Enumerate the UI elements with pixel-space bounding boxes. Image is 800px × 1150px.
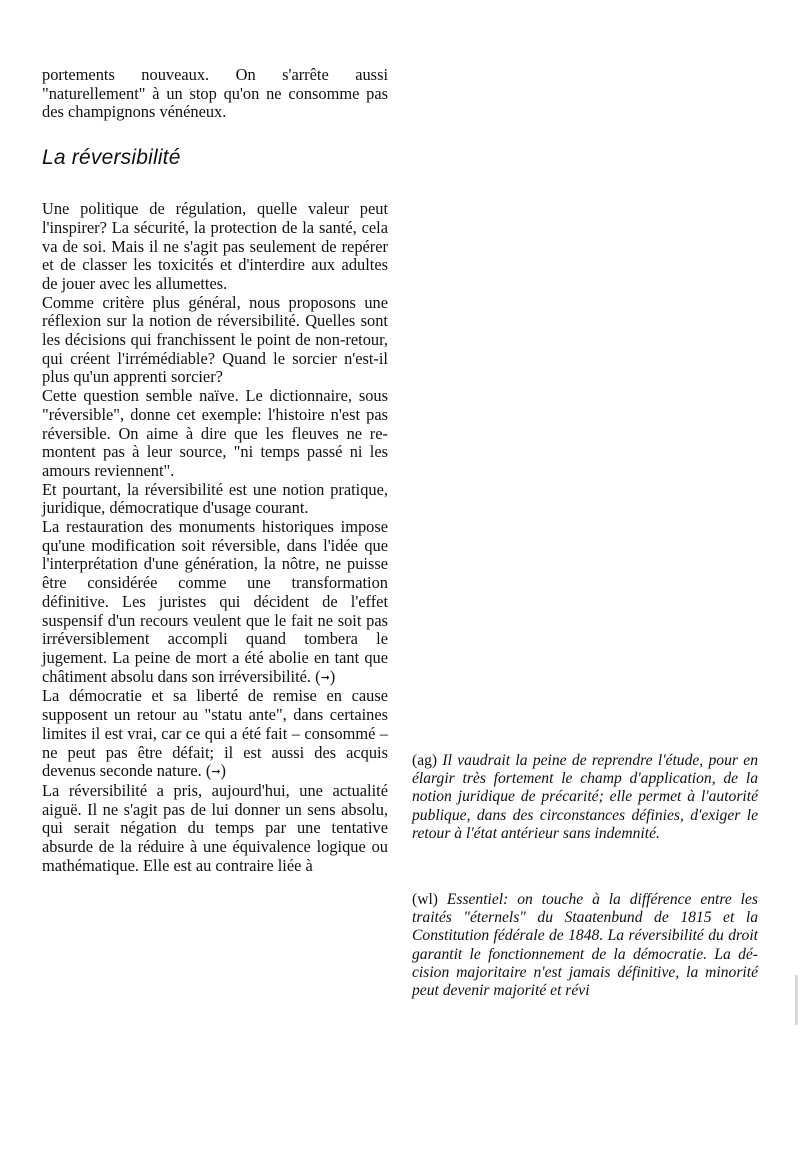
body-paragraph-5-text: La restauration des monuments historiques impose qu'une modification soit réversible, dans l'idée que l'interprétation d'une génération, la nôtre, ne puisse être considérée comme une transformation définitive. Les juristes qui décident de l'effet suspensif d'un recours veulent que le fait ne soit pas irréversiblement accompli quand tombera le jugement. La peine de mort a été abolie en tant que châtiment absolu dans son irréversibilité. ( bbox=[42, 517, 388, 686]
marginal-note-wl bbox=[412, 891, 758, 1000]
body-paragraph-7: La réversibilité a pris, aujourd'hui, une actualité aiguë. Il ne s'agit pas de lui donner un sens absolu, qui serait négation du temps par une tentative absurde de la réduire à une équivalence logique ou mathématique. Elle est au contraire liée à bbox=[42, 780, 388, 875]
marginal-note-ag bbox=[412, 752, 758, 843]
marginal-notes-column bbox=[412, 752, 758, 1000]
body-paragraph-2: Comme critère plus général, nous proposons une réflexion sur la notion de réversibilité. Quelles sont les décisions qui franchissent le point de non-retour, qui créent l'irrémédiable? Quand le sorcier n'est-il plus qu'un apprenti sorcier? bbox=[42, 292, 388, 387]
note-ref-arrow-icon[interactable]: ➞ bbox=[211, 765, 221, 779]
note-text: Essentiel: on touche à la différence entre les traités "éternels" du Staatenbund de 1815 et la Constitution fédérale de 1848. La réversibilité du droit garantit le fonctionnement de la démocratie. La décision majoritaire n'est jamais définitive, la minorité peut devenir majorité et révi bbox=[412, 891, 758, 1000]
note-tag: (ag) bbox=[412, 752, 438, 769]
body-paragraph-3: Cette question semble naïve. Le dictionnaire, sous "réversible", donne cet exemple: l'histoire n'est pas réversible. On aime à dire que les fleuves ne remontent pas à leur source, "ni temps passé ni les amours reviennent". bbox=[42, 386, 388, 480]
body-paragraph-6: La démocratie et sa liberté de remise en cause supposent un retour au "statu ante", dans certaines limites il est vrai, car ce qui a été fait – consommé – ne peut pas être défait; il est aussi des acquis devenus seconde nature. (➞) bbox=[42, 686, 388, 781]
section-heading: La réversibilité bbox=[42, 146, 181, 170]
body-paragraph-4: Et pourtant, la réversibilité est une notion pratique, juridique, démocratique d'usage courant. bbox=[42, 479, 388, 518]
lead-paragraph: portements nouveaux. On s'arrête aussi "naturellement" à un stop qu'on ne consomme pas des champignons vénéneux. bbox=[42, 65, 388, 122]
note-ref-arrow-icon[interactable]: ➞ bbox=[320, 670, 330, 684]
body-paragraph-6-text: La démocratie et sa liberté de remise en cause supposent un retour au "statu ante", dans certaines limites il est vrai, car ce qui a été fait – consommé – ne peut pas être défait; il est aussi des acquis devenus seconde nature. ( bbox=[42, 686, 388, 781]
note-text: Il vaudrait la peine de reprendre l'étude, pour en élargir très fortement le champ d'application, de la notion juridique de précarité; elle permet à l'autorité publique, dans des circonstances définies, d'exiger le retour à l'état antérieur sans indemnité. bbox=[412, 752, 758, 842]
note-tag: (wl) bbox=[412, 891, 438, 909]
page-edge-mark bbox=[795, 975, 798, 1025]
body-paragraph-1: Une politique de régulation, quelle valeur peut l'inspirer? La sécurité, la protection de la santé, cela va de soi. Mais il ne s'agit pas seulement de repérer et de classer les toxicités et d'interdire aux adultes de jouer avec les allumettes. bbox=[42, 199, 388, 293]
body-paragraph-5: La restauration des monuments historiques impose qu'une modification soit réversible, dans l'idée que l'interprétation d'une génération, la nôtre, ne puisse être considérée comme une transformation définitive. Les juristes qui décident de l'effet suspensif d'un recours veulent que le fait ne soit pas irréversiblement accompli quand tombera le jugement. La peine de mort a été abolie en tant que châtiment absolu dans son irréversibilité. (➞) bbox=[42, 517, 388, 686]
main-column bbox=[42, 66, 388, 875]
